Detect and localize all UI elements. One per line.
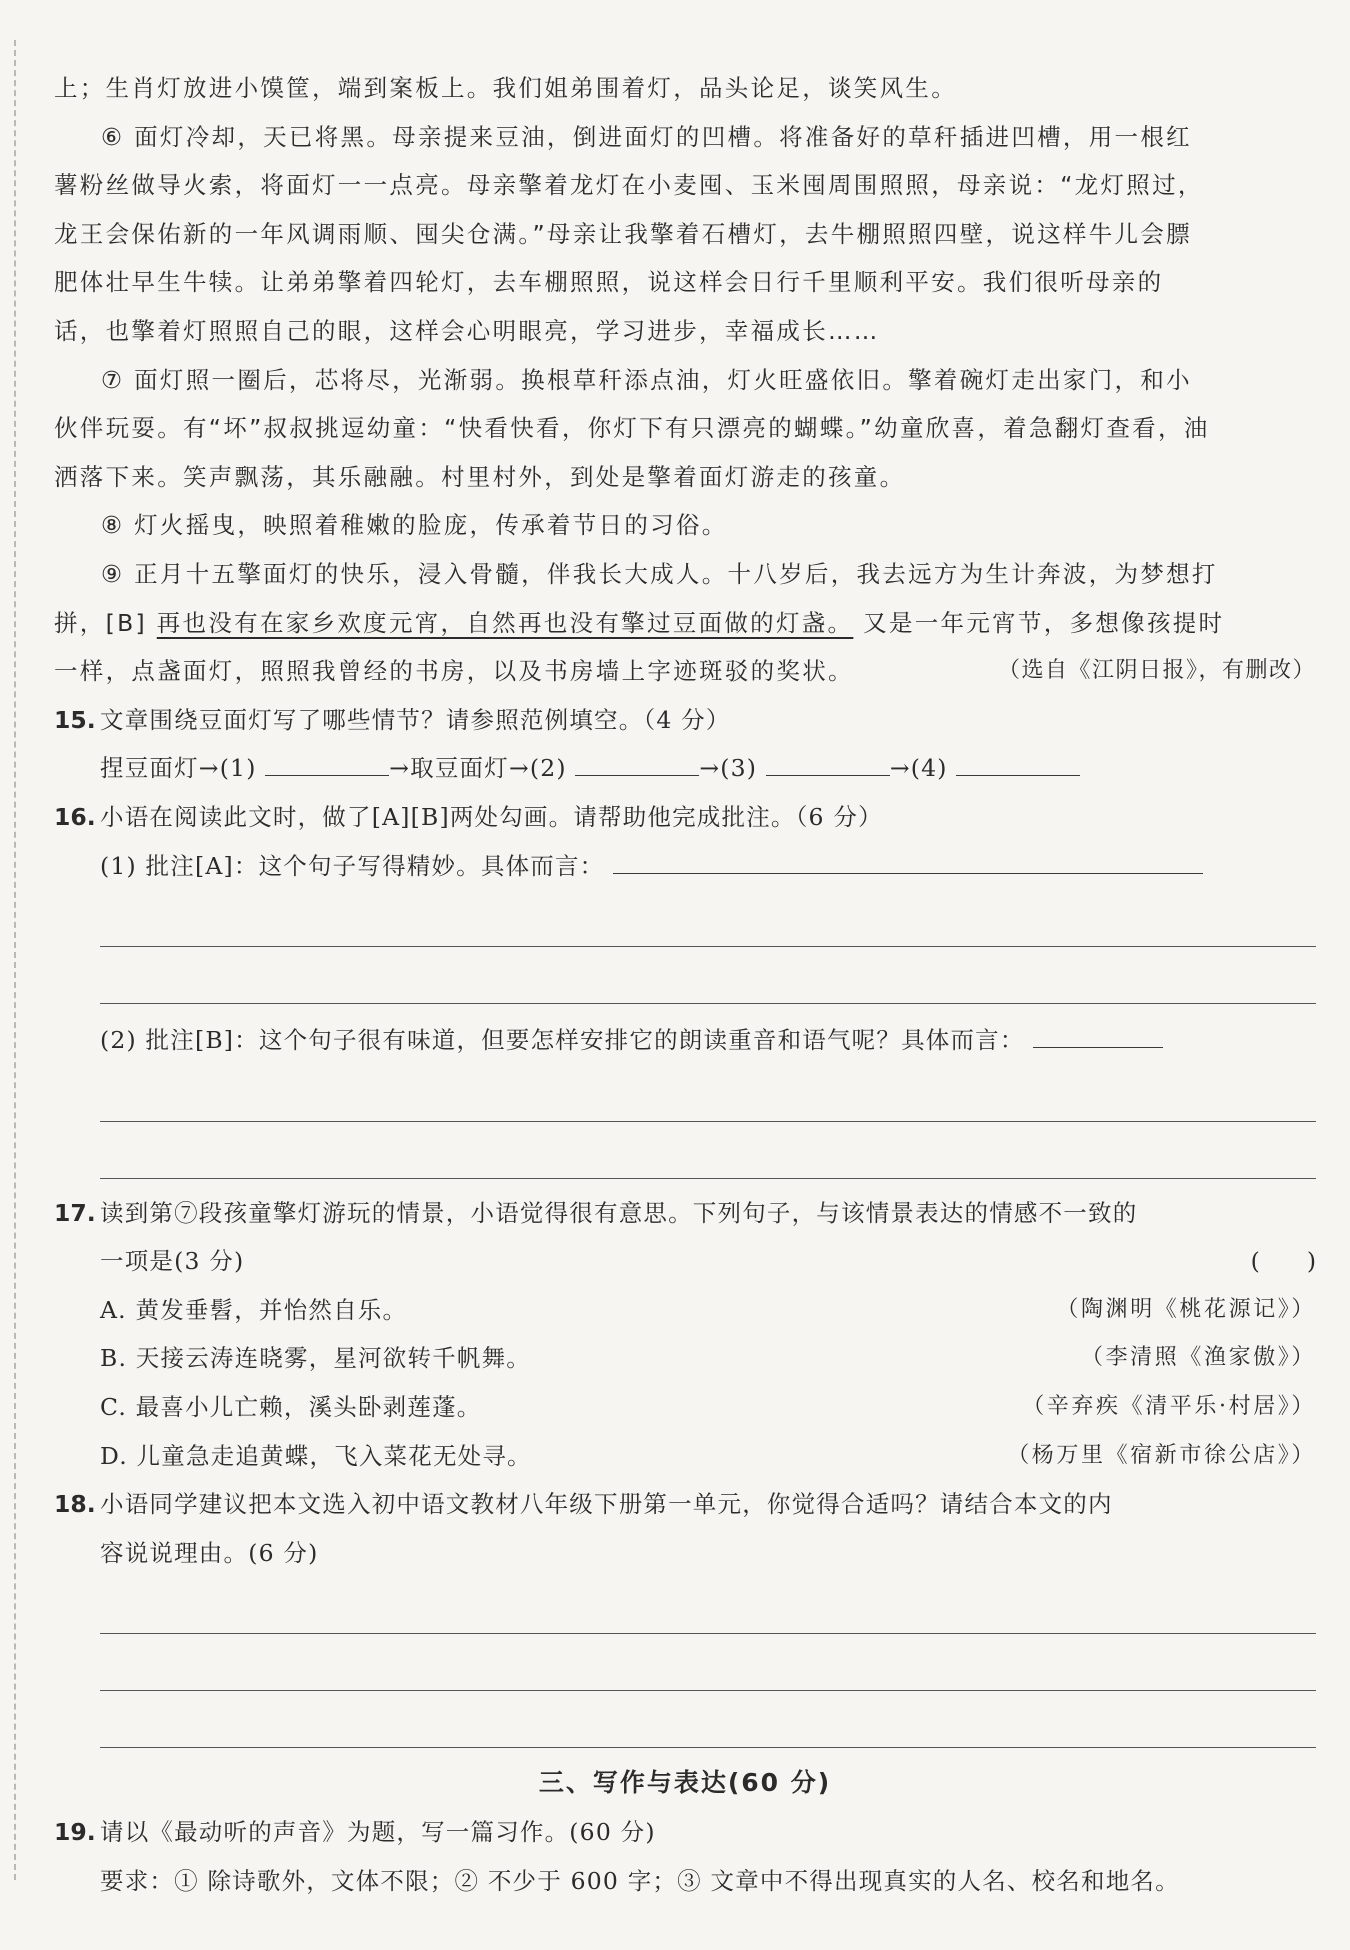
paragraph-continuation: 上；生肖灯放进小馍筐，端到案板上。我们姐弟围着灯，品头论足，谈笑风生。 bbox=[54, 74, 957, 102]
paragraph-6: ⑥ 面灯冷却，天已将黑。母亲提来豆油，倒进面灯的凹槽。将准备好的草秆插进凹槽，用一根红 薯粉丝做导火索，将面灯一一点亮。母亲擎着龙灯在小麦囤、玉米囤周围照照，母亲说：“龙灯照过， 龙王会保佑新的一年风调雨顺、囤尖仓满。”母亲让我擎着石槽灯，去牛棚照照四壁，说这样牛儿会膘 肥体壮早生牛犊。让弟弟擎着四轮灯，去车棚照照，说这样会日行千里顺利平安。我们很听母亲的 话，也擎着灯照照自己的眼，这样会心明眼亮，学习进步，幸福成长…… bbox=[54, 122, 1204, 345]
annotation-a: (1) 批注[A]：这个句子写得精妙。具体而言： bbox=[100, 842, 1316, 891]
answer-blank-3[interactable] bbox=[766, 747, 890, 776]
answer-line[interactable] bbox=[100, 1122, 1316, 1179]
reading-passage bbox=[54, 64, 1316, 696]
binding-margin-line bbox=[14, 40, 16, 1880]
answer-line[interactable] bbox=[100, 1634, 1316, 1691]
plot-flow: 捏豆面灯→(1) →取豆面灯→(2) →(3) →(4) bbox=[100, 744, 1316, 793]
answer-line[interactable] bbox=[613, 845, 1203, 874]
answer-line[interactable] bbox=[100, 1691, 1316, 1748]
question-15: 15. 文章围绕豆面灯写了哪些情节？请参照范例填空。（4 分） 捏豆面灯→(1) →取豆面灯→(2) →(3) →(4) bbox=[54, 696, 1316, 793]
answer-line[interactable] bbox=[100, 947, 1316, 1004]
question-18: 18. 小语同学建议把本文选入初中语文教材八年级下册第一单元，你觉得合适吗？请结合本文的内 容说说理由。(6 分) bbox=[54, 1480, 1316, 1748]
annotation-marker-b: [B] bbox=[105, 608, 147, 637]
answer-line[interactable] bbox=[100, 1065, 1316, 1122]
option-a[interactable]: A. 黄发垂髫，并怡然自乐。 （陶渊明《桃花源记》） bbox=[100, 1295, 1316, 1324]
answer-blank-4[interactable] bbox=[956, 747, 1080, 776]
answer-blank-2[interactable] bbox=[575, 747, 699, 776]
question-17: 17. 读到第⑦段孩童擎灯游玩的情景，小语觉得很有意思。下列句子，与该情景表达的情感不一致的 一项是(3 分) ( ) A. 黄发垂髫，并怡然自乐。 （陶渊明《桃花源记》） B. 天接云涛连晓雾，星河欲转千帆舞。 （李清照《渔家傲》） C. 最喜小儿亡赖，溪头卧剥莲蓬。 （辛弃疾《清平乐·村居》） D. 儿童急走追黄蝶，飞入菜花无处寻。 （杨万里《宿新市徐公店》） bbox=[54, 1189, 1316, 1481]
paragraph-7: ⑦ 面灯照一圈后，芯将尽，光渐弱。换根草秆添点油，灯火旺盛依旧。擎着碗灯走出家门，和小 伙伴玩耍。有“坏”叔叔挑逗幼童：“快看快看，你灯下有只漂亮的蝴蝶。”幼童欣喜，着急翻灯查看，油 洒落下来。笑声飘荡，其乐融融。村里村外，到处是擎着面灯游走的孩童。 bbox=[54, 365, 1210, 491]
paragraph-8: ⑧ 灯火摇曳，映照着稚嫩的脸庞，传承着节日的习俗。 bbox=[101, 511, 728, 540]
option-b[interactable]: B. 天接云涛连晓雾，星河欲转千帆舞。 （李清照《渔家傲》） bbox=[100, 1344, 1316, 1373]
section-title: 三、写作与表达(60 分) bbox=[538, 1768, 832, 1798]
exam-page bbox=[54, 64, 1316, 1906]
answer-parentheses[interactable]: ( ) bbox=[1250, 1247, 1316, 1276]
answer-line[interactable] bbox=[100, 890, 1316, 947]
answer-blank-1[interactable] bbox=[265, 747, 389, 776]
answer-line[interactable] bbox=[100, 1577, 1316, 1634]
question-19: 19. 请以《最动听的声音》为题，写一篇习作。(60 分) 要求：① 除诗歌外，文体不限；② 不少于 600 字；③ 文章中不得出现真实的人名、校名和地名。 bbox=[54, 1818, 1180, 1896]
underlined-sentence-b: 再也没有在家乡欢度元宵，自然再也没有擎过豆面做的灯盏。 bbox=[156, 608, 854, 637]
passage-source: （选自《江阴日报》，有删改） bbox=[997, 658, 1316, 684]
option-d[interactable]: D. 儿童急走追黄蝶，飞入菜花无处寻。 （杨万里《宿新市徐公店》） bbox=[100, 1441, 1316, 1470]
option-c[interactable]: C. 最喜小儿亡赖，溪头卧剥莲蓬。 （辛弃疾《清平乐·村居》） bbox=[100, 1393, 1316, 1422]
question-16: 16. 小语在阅读此文时，做了[A][B]两处勾画。请帮助他完成批注。（6 分） (1) 批注[A]：这个句子写得精妙。具体而言： (2) 批注[B]：这个句子很有味道，但要怎样安排它的朗读重音和语气呢？具体而言： bbox=[54, 793, 1316, 1179]
paragraph-9: ⑨ 正月十五擎面灯的快乐，浸入骨髓，伴我长大成人。十八岁后，我去远方为生计奔波，为梦想打 拼，[B] 再也没有在家乡欢度元宵，自然再也没有擎过豆面做的灯盏。 又是一年元宵节，多想像孩提时 一样，点盏面灯，照照我曾经的书房，以及书房墙上字迹斑驳的奖状。 （选自《江阴日报》，有删改） bbox=[54, 550, 1316, 696]
annotation-b: (2) 批注[B]：这个句子很有味道，但要怎样安排它的朗读重音和语气呢？具体而言： bbox=[100, 1016, 1316, 1065]
answer-line[interactable] bbox=[1033, 1019, 1163, 1048]
